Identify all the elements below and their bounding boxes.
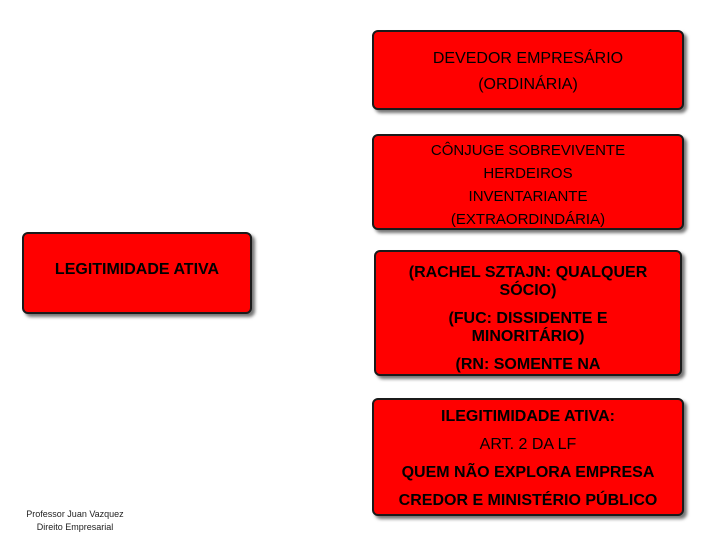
box-conjuge-herdeiros	[372, 134, 684, 230]
box-conjuge-line-2: HERDEIROS	[483, 165, 573, 182]
footer-credits	[0, 508, 150, 534]
box-ilegit-line-1: ILEGITIMIDADE ATIVA:	[441, 408, 615, 425]
box-devedor-line-1: DEVEDOR EMPRESÁRIO	[432, 50, 624, 67]
box-conjuge-line-1: CÔNJUGE SOBREVIVENTE	[430, 142, 626, 159]
box-socio-line-2: SÓCIO)	[499, 282, 557, 299]
box-conjuge-line-4: (EXTRAORDINDÁRIA)	[450, 211, 606, 228]
box-socio-line-1: (RACHEL SZTAJN: QUALQUER	[408, 264, 648, 281]
box-ilegit-line-2: ART. 2 DA LF	[479, 436, 577, 453]
box-ilegit-line-4: CREDOR E MINISTÉRIO PÚBLICO	[398, 492, 658, 509]
box-legitimidade-label: LEGITIMIDADE ATIVA	[54, 261, 220, 278]
box-ilegitimidade-ativa	[372, 398, 684, 516]
footer-course: Direito Empresarial	[36, 522, 114, 532]
box-legitimidade-ativa	[22, 232, 252, 314]
box-devedor-line-2: (ORDINÁRIA)	[478, 76, 578, 93]
box-socio-line-4: MINORITÁRIO)	[471, 328, 585, 345]
footer-author: Professor Juan Vazquez	[26, 509, 124, 519]
box-socio-line-5: (RN: SOMENTE NA	[455, 356, 601, 373]
box-ilegit-line-3: QUEM NÃO EXPLORA EMPRESA	[401, 464, 655, 481]
box-socio-line-3: (FUC: DISSIDENTE E	[448, 310, 608, 327]
box-socio-opinions	[374, 250, 682, 376]
box-devedor-empresario	[372, 30, 684, 110]
box-conjuge-line-3: INVENTARIANTE	[468, 188, 588, 205]
